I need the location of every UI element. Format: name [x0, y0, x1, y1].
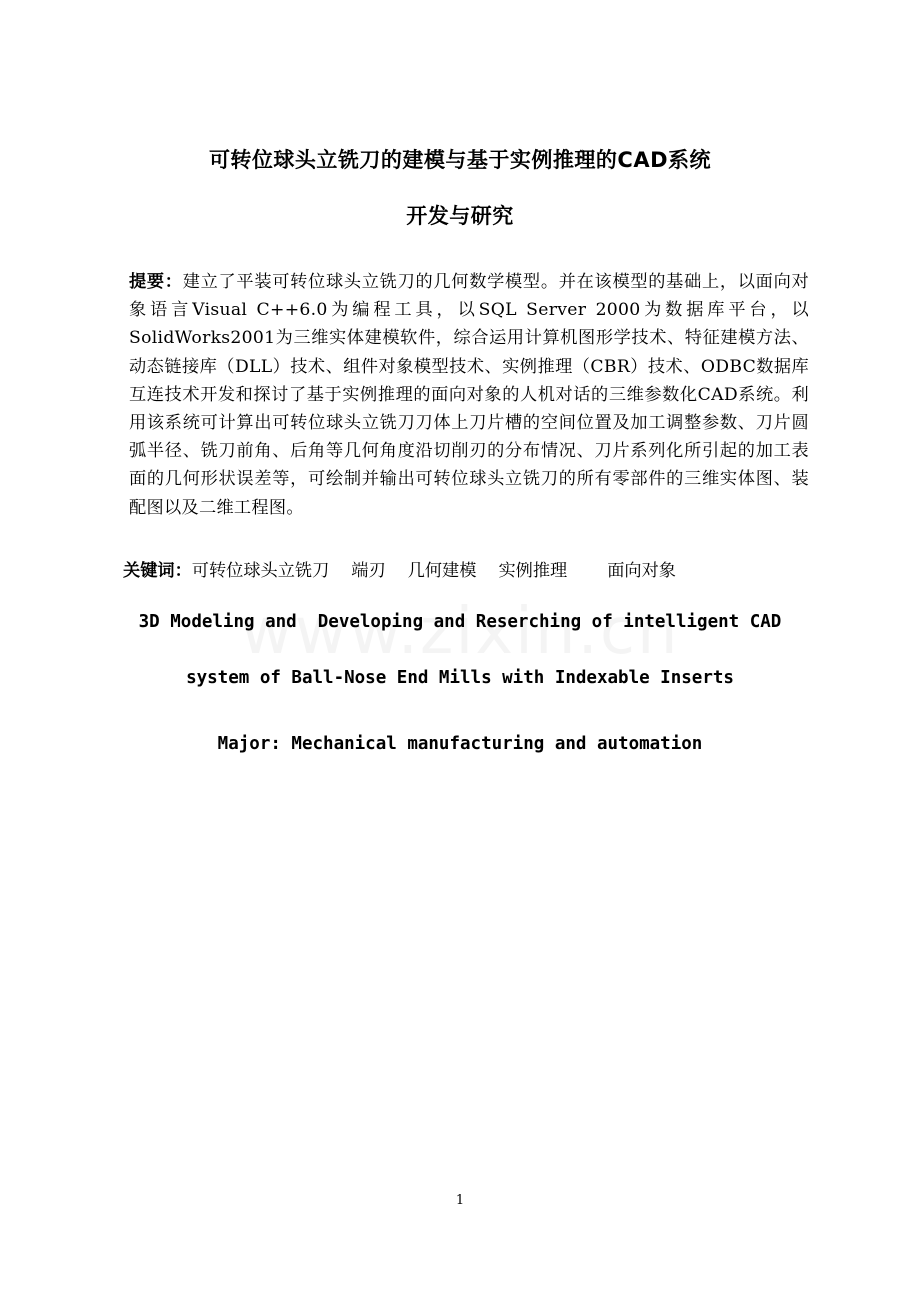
english-title-line-1: 3D Modeling and Developing and Reserching of intelligent CAD	[138, 612, 782, 632]
abstract-label: 提要：	[129, 272, 183, 292]
english-major-line: Major: Mechanical manufacturing and automation	[217, 734, 703, 754]
page-number: 1	[455, 1193, 465, 1208]
title-line-1: 可转位球头立铣刀的建模与基于实例推理的CAD系统	[208, 148, 712, 172]
title-line-2: 开发与研究	[406, 204, 514, 228]
keywords-line	[123, 557, 823, 585]
keyword-item: 端刃	[351, 561, 386, 581]
keyword-item: 面向对象	[607, 561, 676, 581]
keyword-item: 可转位球头立铣刀	[191, 561, 330, 581]
keywords-label: 关键词：	[123, 561, 192, 581]
abstract-paragraph	[129, 268, 809, 522]
abstract-text: 建立了平装可转位球头立铣刀的几何数学模型。并在该模型的基础上，以面向对象语言Visual C++6.0为编程工具，以SQL Server 2000为数据库平台，以SolidWorks2001为三维实体建模软件，综合运用计算机图形学技术、特征建模方法、动态链接库（DLL）技术、组件对象模型技术、实例推理（CBR）技术、ODBC数据库互连技术开发和探讨了基于实例推理的面向对象的人机对话的三维参数化CAD系统。利用该系统可计算出可转位球头立铣刀刀体上刀片槽的空间位置及加工调整参数、刀片圆弧半径、铣刀前角、后角等几何角度沿切削刃的分布情况、刀片系列化所引起的加工表面的几何形状误差等，可绘制并输出可转位球头立铣刀的所有零部件的三维实体图、装配图以及二维工程图。	[129, 272, 809, 518]
english-title-line-2: system of Ball-Nose End Mills with Indexable Inserts	[186, 668, 734, 688]
keyword-item: 几何建模	[407, 561, 477, 581]
keyword-item: 实例推理	[498, 561, 568, 581]
watermark	[0, 595, 920, 669]
